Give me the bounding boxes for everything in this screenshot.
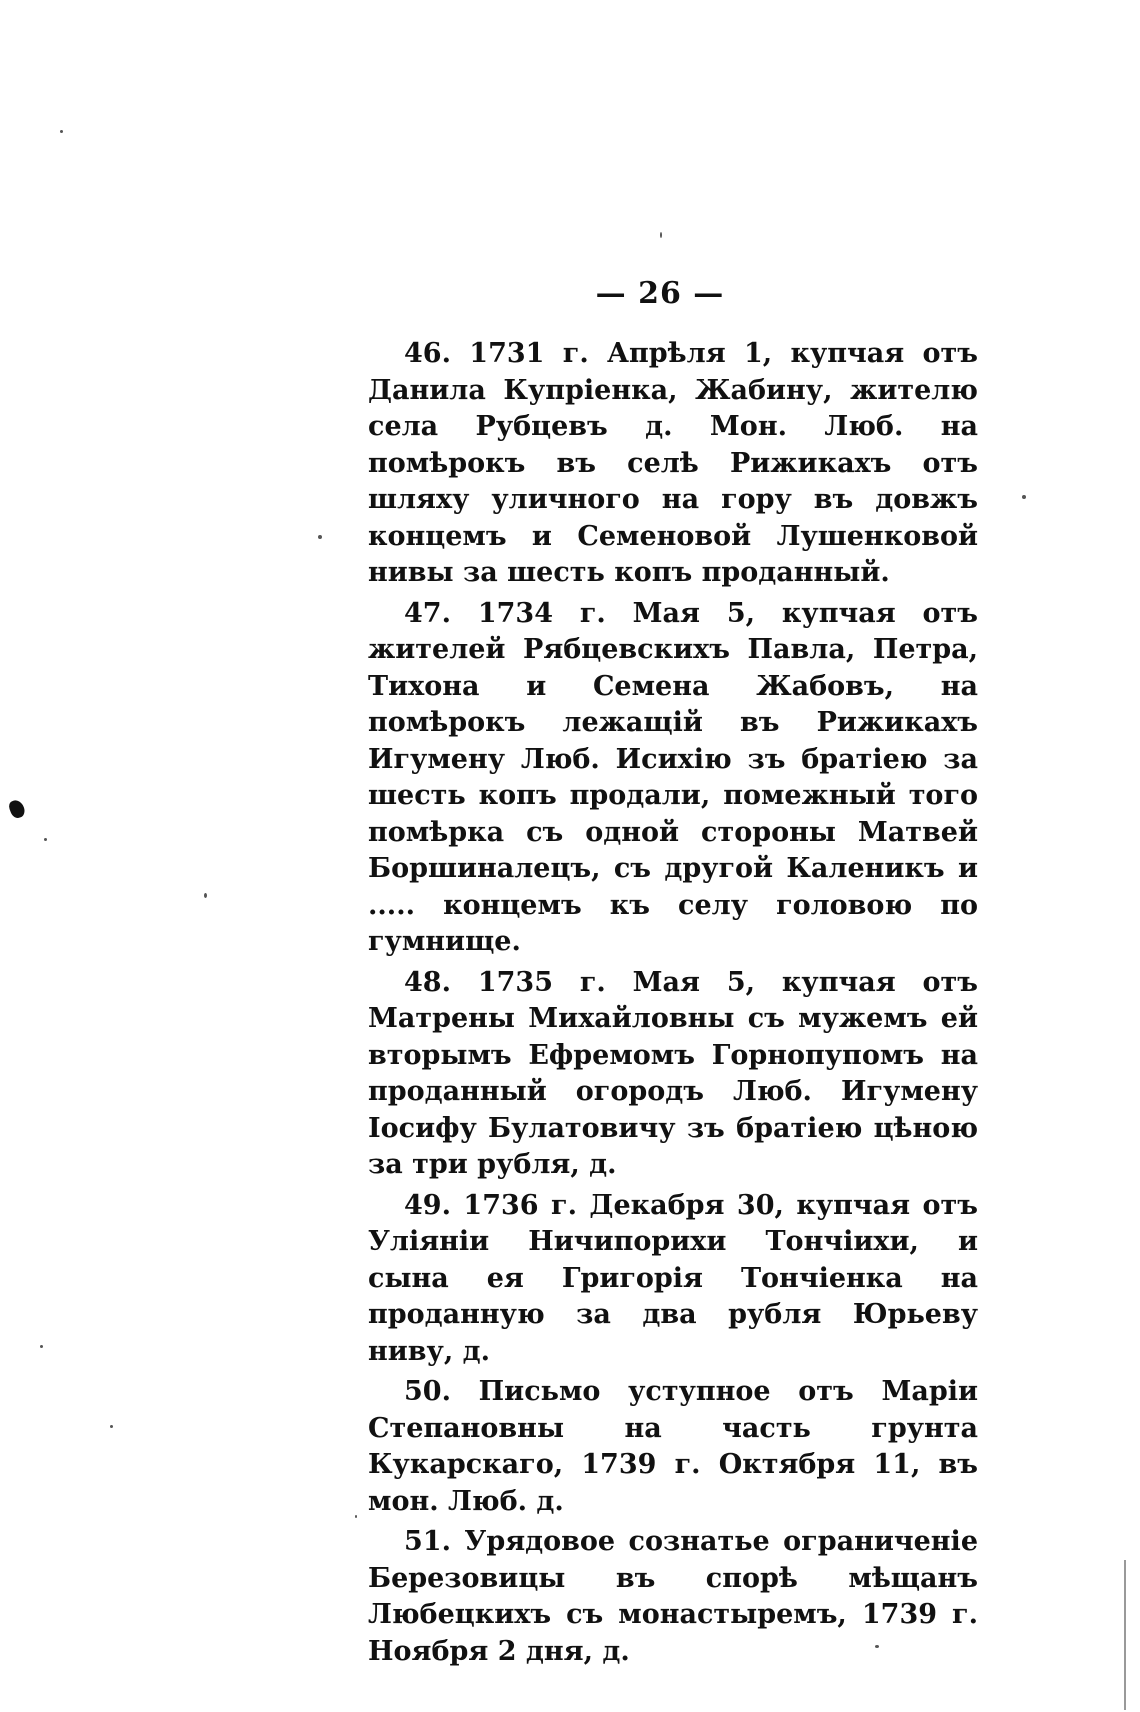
scan-speck: [660, 232, 662, 238]
scan-speck: [110, 1425, 113, 1428]
scan-speck: [204, 893, 207, 898]
scan-speck: [355, 1515, 357, 1518]
ink-blot: [7, 798, 26, 820]
entry-51: 51. Урядовое сознатье ограниченіе Березовицы въ спорѣ мѣщанъ Любецкихъ съ монастыремъ, 1739 г. Ноября 2 дня, д.: [368, 1526, 978, 1667]
page-number: — 26 —: [595, 276, 725, 311]
scan-speck: [40, 1345, 43, 1348]
entries-list: [368, 336, 978, 1674]
entry-48: 48. 1735 г. Мая 5, купчая отъ Матрены Михайловны съ мужемъ ей вторымъ Ефремомъ Горнопупомъ на проданный огородъ Люб. Игумену Іосифу Булатовичу зъ братіею цѣною за три рубля, д.: [368, 966, 978, 1180]
entry-50: 50. Письмо уступное отъ Маріи Степановны на часть грунта Кукарскаго, 1739 г. Октября 11, въ мон. Люб. д.: [368, 1376, 978, 1517]
scan-edge-line: [1124, 1560, 1126, 1710]
scan-speck: [1022, 495, 1026, 499]
scan-speck: [60, 130, 63, 133]
scan-speck: [875, 1645, 879, 1648]
entry-46: 46. 1731 г. Апрѣля 1, купчая отъ Данила Купріенка, Жабину, жителю села Рубцевъ д. Мон. Люб. на помѣрокъ въ селѣ Рижикахъ отъ шляху уличного на гору въ довжъ концемъ и Семеновой Лушенковой нивы за шесть копъ проданный.: [368, 338, 978, 588]
entry-47: 47. 1734 г. Мая 5, купчая отъ жителей Рябцевскихъ Павла, Петра, Тихона и Семена Жабовъ, на помѣрокъ лежащій въ Рижикахъ Игумену Люб. Исихію зъ братіею за шесть копъ продали, помежный того помѣрка съ одной стороны Матвей Боршиналецъ, съ другой Каленикъ и ..... концемъ къ селу головою по гумнище.: [368, 597, 978, 957]
entry-49: 49. 1736 г. Декабря 30, купчая отъ Уліяніи Ничипорихи Тончіихи, и сына ея Григорія Тончіенка на проданную за два рубля Юрьеву ниву, д.: [368, 1189, 978, 1367]
scan-speck: [318, 535, 322, 539]
scan-speck: [44, 838, 47, 841]
